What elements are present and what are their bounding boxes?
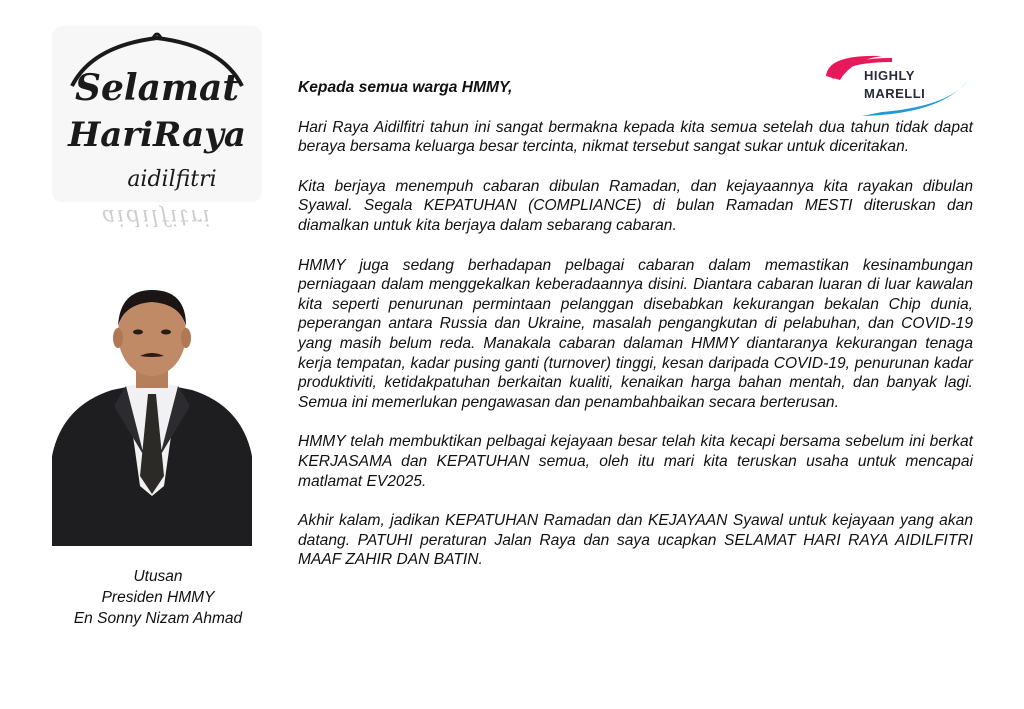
selamat-hari-raya-logo	[52, 26, 262, 202]
letter-paragraph-3: HMMY juga sedang berhadapan pelbagai cabaran dalam memastikan kesinambungan perniagaan dalam menggekalkan keberadaannya disini. Diantara cabaran luaran di luar kawalan kita seperti penurunan permintaan pelanggan disebabkan kekurangan bekalan Chip dunia, peperangan antara Russia dan Ukraine, masalah pengangkutan di pelabuhan, dan COVID-19 yang masih belum reda. Manakala cabaran dalaman HMMY diantaranya kekurangan tenaga kerja tempatan, kadar pusing ganti (turnover) tinggi, kesan daripada COVID-19, penurunan kadar produktiviti, ketidakpatuhan berkaitan kualiti, kenaikan harga bahan mentah, dan banyak lagi. Semua ini memerlukan pengawasan dan penambahbaikan secara berterusan.	[298, 256, 973, 411]
logo-reflection-text: aidilfitri	[102, 204, 212, 229]
president-photo	[52, 286, 252, 546]
caption-line2: Presiden HMMY	[101, 589, 215, 606]
letter-paragraph-1: Hari Raya Aidilfitri tahun ini sangat bermakna kepada kita semua setelah dua tahun tidak dapat beraya bersama keluarga besar tercinta, nikmat tersebut sangat sukar untuk diceritakan.	[298, 118, 973, 156]
letter-paragraph-4: HMMY telah membuktikan pelbagai kejayaan besar telah kita kecapi bersama sebelum ini berkat KERJASAMA dan KEPATUHAN semua, oleh itu mari kita teruskan usaha untuk mencapai matlamat EV2025.	[298, 433, 973, 490]
letter-paragraph-5: Akhir kalam, jadikan KEPATUHAN Ramadan dan KEJAYAAN Syawal untuk kejayaan yang akan datang. PATUHI peraturan Jalan Raya dan saya ucapkan SELAMAT HARI RAYA AIDILFITRI MAAF ZAHIR DAN BATIN.	[298, 512, 973, 569]
logo-line1: Selamat	[75, 67, 239, 109]
letter-body	[298, 78, 973, 590]
logo-line3: aidilfitri	[127, 167, 217, 192]
portrait-image	[52, 286, 252, 546]
logo-line2: HariRaya	[68, 115, 246, 155]
president-caption	[40, 566, 276, 629]
logo-reflection	[52, 204, 262, 248]
letter-paragraph-2: Kita berjaya menempuh cabaran dibulan Ramadan, dan kejayaannya kita rayakan dibulan Syawal. Segala KEPATUHAN (COMPLIANCE) di bulan Ramadan MESTI diteruskan dan diamalkan untuk kita berjaya dalam sebarang cabaran.	[298, 177, 973, 234]
logo-artwork	[52, 26, 262, 202]
caption-line1: Utusan	[133, 568, 183, 585]
caption-line3: En Sonny Nizam Ahmad	[73, 610, 243, 627]
brand-line2: MARELLI	[864, 86, 926, 101]
letter-greeting: Kepada semua warga HMMY,	[298, 79, 513, 96]
brand-line1: HIGHLY	[864, 68, 915, 83]
